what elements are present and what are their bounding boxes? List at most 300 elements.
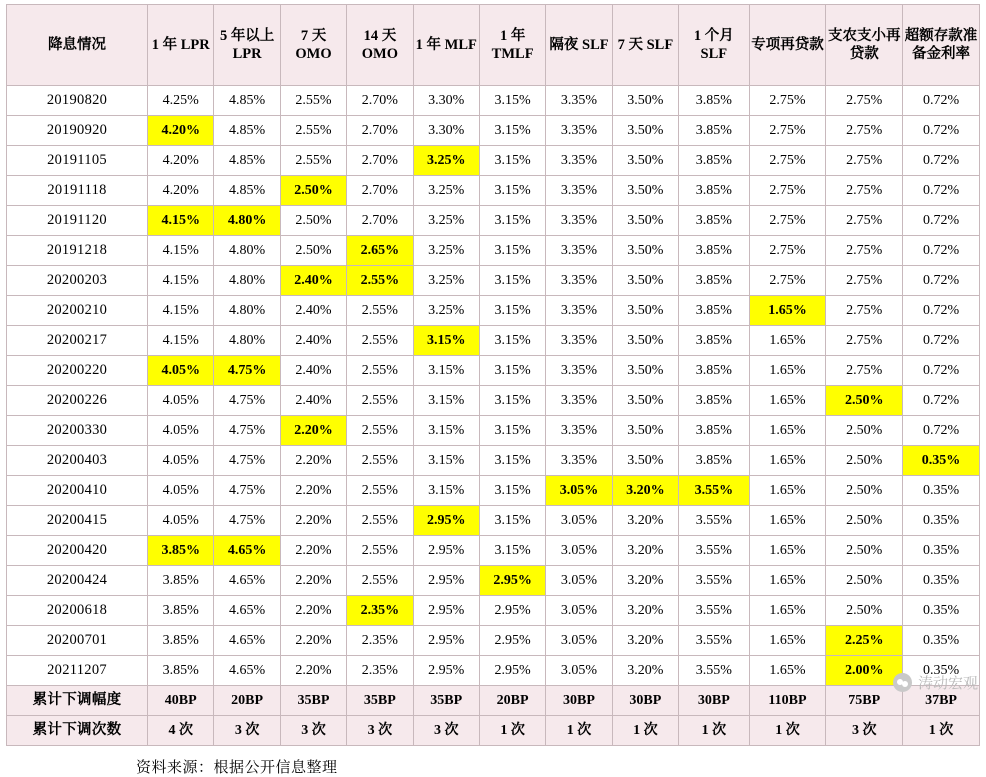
watermark-label: 涛动宏观: [917, 675, 978, 692]
rate-cell: 3.85%: [679, 146, 750, 176]
rate-cell: 0.72%: [903, 176, 980, 206]
rate-cell: 2.75%: [826, 116, 903, 146]
row-date: 20200410: [7, 476, 148, 506]
total-cell: 3 次: [413, 716, 479, 746]
rate-cell: 4.80%: [214, 296, 280, 326]
total-cell: 35BP: [280, 686, 346, 716]
rate-cell: 3.15%: [413, 356, 479, 386]
total-cell: 20BP: [214, 686, 280, 716]
rate-cell: 2.55%: [347, 266, 413, 296]
rate-cell: 2.50%: [280, 236, 346, 266]
total-cell: 1 次: [903, 716, 980, 746]
total-cell: 20BP: [479, 686, 545, 716]
rate-cell: 1.65%: [749, 506, 826, 536]
rate-cell: 2.40%: [280, 326, 346, 356]
rate-cell: 0.72%: [903, 236, 980, 266]
rate-cell: 2.75%: [749, 266, 826, 296]
rate-cell: 1.65%: [749, 356, 826, 386]
rate-cell: 0.35%: [903, 656, 980, 686]
rate-cell: 2.50%: [826, 566, 903, 596]
rate-cell: 3.85%: [679, 206, 750, 236]
header-cell-1: 1 年 LPR: [148, 5, 214, 86]
rate-cell: 0.72%: [903, 356, 980, 386]
rate-cell: 2.50%: [826, 386, 903, 416]
rate-cell: 3.50%: [612, 326, 678, 356]
rate-cell: 3.25%: [413, 146, 479, 176]
rate-cell: 0.72%: [903, 296, 980, 326]
rate-cell: 3.25%: [413, 176, 479, 206]
table-total-row: [7, 716, 980, 746]
rate-cell: 2.75%: [749, 116, 826, 146]
rate-cell: 1.65%: [749, 596, 826, 626]
rate-cell: 4.75%: [214, 416, 280, 446]
rate-cell: 3.85%: [148, 626, 214, 656]
rate-cell: 3.20%: [612, 596, 678, 626]
rate-cell: 2.95%: [413, 536, 479, 566]
row-date: 20191218: [7, 236, 148, 266]
rate-cell: 0.35%: [903, 536, 980, 566]
rate-cell: 2.55%: [347, 356, 413, 386]
rate-cell: 3.20%: [612, 656, 678, 686]
rate-cell: 2.95%: [413, 506, 479, 536]
total-cell: 30BP: [546, 686, 612, 716]
rate-cell: 3.15%: [479, 326, 545, 356]
row-date: 20200217: [7, 326, 148, 356]
rate-cell: 2.50%: [826, 506, 903, 536]
rate-cell: 2.75%: [826, 206, 903, 236]
rate-cell: 1.65%: [749, 626, 826, 656]
rate-cell: 4.65%: [214, 656, 280, 686]
rate-cell: 3.25%: [413, 236, 479, 266]
rate-cell: 3.50%: [612, 266, 678, 296]
rate-cell: 2.95%: [479, 656, 545, 686]
rate-cell: 2.70%: [347, 176, 413, 206]
header-cell-9: 1 个月 SLF: [679, 5, 750, 86]
rate-cell: 3.15%: [413, 476, 479, 506]
total-cell: 4 次: [148, 716, 214, 746]
rate-cell: 4.20%: [148, 116, 214, 146]
rate-cell: 2.75%: [749, 236, 826, 266]
rate-cell: 2.40%: [280, 356, 346, 386]
rate-cell: 4.05%: [148, 446, 214, 476]
total-cell: 3 次: [347, 716, 413, 746]
row-date: 20190820: [7, 86, 148, 116]
total-cell: 1 次: [612, 716, 678, 746]
rate-cell: 3.85%: [679, 86, 750, 116]
total-cell: 110BP: [749, 686, 826, 716]
row-date: 20200203: [7, 266, 148, 296]
rate-cell: 3.15%: [479, 206, 545, 236]
rate-cell: 3.50%: [612, 116, 678, 146]
rate-cell: 0.72%: [903, 86, 980, 116]
table-row: [7, 146, 980, 176]
rate-cell: 3.15%: [479, 446, 545, 476]
rate-cell: 1.65%: [749, 326, 826, 356]
rate-cell: 3.15%: [413, 416, 479, 446]
rate-cell: 3.35%: [546, 446, 612, 476]
table-row: [7, 266, 980, 296]
rate-cell: 2.55%: [347, 416, 413, 446]
rate-cell: 1.65%: [749, 446, 826, 476]
rate-cell: 0.72%: [903, 386, 980, 416]
rate-cell: 4.65%: [214, 626, 280, 656]
total-cell: 35BP: [347, 686, 413, 716]
rate-cell: 4.80%: [214, 326, 280, 356]
table-row: [7, 656, 980, 686]
rate-cell: 3.85%: [679, 236, 750, 266]
rate-cell: 4.15%: [148, 296, 214, 326]
rate-cell: 2.95%: [413, 566, 479, 596]
rate-cell: 2.95%: [413, 626, 479, 656]
total-cell: 1 次: [546, 716, 612, 746]
rate-cell: 2.50%: [826, 446, 903, 476]
rate-cell: 4.05%: [148, 416, 214, 446]
rate-cell: 3.35%: [546, 266, 612, 296]
row-date: 20191120: [7, 206, 148, 236]
rate-cell: 1.65%: [749, 386, 826, 416]
rate-cell: 3.05%: [546, 506, 612, 536]
rate-cell: 2.50%: [280, 176, 346, 206]
header-cell-0: 降息情况: [7, 5, 148, 86]
rate-cell: 3.15%: [413, 326, 479, 356]
rate-cell: 2.35%: [347, 656, 413, 686]
rate-cell: 3.85%: [679, 446, 750, 476]
rate-cell: 0.35%: [903, 566, 980, 596]
rate-cell: 2.55%: [347, 386, 413, 416]
table-row: [7, 446, 980, 476]
rate-cell: 3.85%: [679, 386, 750, 416]
rate-cell: 3.50%: [612, 416, 678, 446]
rate-cell: 3.55%: [679, 626, 750, 656]
rate-cell: 3.85%: [148, 536, 214, 566]
rate-cell: 2.75%: [826, 266, 903, 296]
row-date: 20200226: [7, 386, 148, 416]
rate-cell: 3.50%: [612, 176, 678, 206]
total-cell: 75BP: [826, 686, 903, 716]
row-date: 20190920: [7, 116, 148, 146]
table-row: [7, 566, 980, 596]
rate-cell: 3.50%: [612, 446, 678, 476]
rate-cell: 2.50%: [826, 416, 903, 446]
rate-cell: 3.35%: [546, 206, 612, 236]
total-cell: 30BP: [679, 686, 750, 716]
rate-cell: 4.75%: [214, 386, 280, 416]
rate-cell: 2.50%: [826, 536, 903, 566]
rate-cell: 4.75%: [214, 356, 280, 386]
rate-cell: 2.95%: [479, 596, 545, 626]
rate-cell: 2.95%: [413, 656, 479, 686]
rate-cell: 3.35%: [546, 146, 612, 176]
rate-cell: 1.65%: [749, 566, 826, 596]
rate-cell: 3.85%: [148, 596, 214, 626]
rate-cell: 4.20%: [148, 176, 214, 206]
rate-cell: 4.85%: [214, 86, 280, 116]
rate-cell: 0.72%: [903, 416, 980, 446]
header-cell-4: 14 天 OMO: [347, 5, 413, 86]
table-row: [7, 506, 980, 536]
rate-cell: 4.80%: [214, 206, 280, 236]
rate-cell: 3.35%: [546, 236, 612, 266]
rate-cell: 0.72%: [903, 116, 980, 146]
rate-cell: 1.65%: [749, 476, 826, 506]
rate-cell: 4.85%: [214, 146, 280, 176]
table-row: [7, 116, 980, 146]
rate-cell: 3.05%: [546, 626, 612, 656]
header-cell-2: 5 年以上 LPR: [214, 5, 280, 86]
rate-cell: 3.50%: [612, 146, 678, 176]
total-cell: 1 次: [679, 716, 750, 746]
rate-cell: 0.35%: [903, 596, 980, 626]
rate-cell: 3.35%: [546, 416, 612, 446]
rate-cell: 3.20%: [612, 476, 678, 506]
table-body: [7, 86, 980, 746]
table-row: [7, 626, 980, 656]
rate-cell: 3.85%: [679, 296, 750, 326]
rate-cell: 3.85%: [148, 656, 214, 686]
rate-cell: 3.35%: [546, 86, 612, 116]
rate-cell: 2.75%: [826, 356, 903, 386]
rate-cell: 2.75%: [826, 296, 903, 326]
rate-cell: 3.15%: [479, 116, 545, 146]
rate-cell: 1.65%: [749, 536, 826, 566]
rate-cell: 0.35%: [903, 446, 980, 476]
rate-cut-table: [6, 4, 980, 746]
rate-cell: 2.55%: [347, 446, 413, 476]
total-cell: 3 次: [214, 716, 280, 746]
total-cell: 35BP: [413, 686, 479, 716]
header-cell-3: 7 天 OMO: [280, 5, 346, 86]
rate-cell: 4.20%: [148, 146, 214, 176]
rate-cell: 3.05%: [546, 596, 612, 626]
rate-cell: 4.05%: [148, 356, 214, 386]
header-cell-11: 支农支小再贷款: [826, 5, 903, 86]
rate-cell: 3.55%: [679, 536, 750, 566]
rate-cell: 3.50%: [612, 86, 678, 116]
rate-cell: 3.15%: [479, 386, 545, 416]
total-cell: 40BP: [148, 686, 214, 716]
rate-cell: 3.20%: [612, 536, 678, 566]
rate-cell: 2.20%: [280, 596, 346, 626]
rate-cell: 3.15%: [479, 476, 545, 506]
rate-cell: 2.20%: [280, 536, 346, 566]
table-row: [7, 86, 980, 116]
rate-cell: 2.75%: [749, 176, 826, 206]
rate-cell: 4.25%: [148, 86, 214, 116]
rate-cell: 2.55%: [280, 116, 346, 146]
rate-cell: 2.75%: [826, 176, 903, 206]
rate-cell: 2.50%: [826, 596, 903, 626]
rate-cell: 2.20%: [280, 476, 346, 506]
rate-cell: 0.72%: [903, 146, 980, 176]
rate-cell: 2.50%: [280, 206, 346, 236]
header-cell-7: 隔夜 SLF: [546, 5, 612, 86]
rate-cell: 2.95%: [479, 566, 545, 596]
rate-cell: 3.15%: [479, 296, 545, 326]
rate-cell: 2.20%: [280, 446, 346, 476]
rate-cell: 3.20%: [612, 626, 678, 656]
rate-cell: 3.85%: [679, 176, 750, 206]
rate-cell: 3.50%: [612, 236, 678, 266]
rate-cell: 3.55%: [679, 566, 750, 596]
rate-cell: 3.15%: [479, 236, 545, 266]
total-cell: 37BP: [903, 686, 980, 716]
rate-cell: 3.35%: [546, 116, 612, 146]
header-cell-10: 专项再贷款: [749, 5, 826, 86]
header-cell-5: 1 年 MLF: [413, 5, 479, 86]
rate-cell: 4.05%: [148, 386, 214, 416]
rate-cell: 2.75%: [749, 86, 826, 116]
header-cell-8: 7 天 SLF: [612, 5, 678, 86]
rate-cell: 3.35%: [546, 326, 612, 356]
rate-cell: 2.70%: [347, 146, 413, 176]
rate-cell: 3.35%: [546, 176, 612, 206]
rate-cell: 4.15%: [148, 236, 214, 266]
rate-cell: 3.15%: [479, 176, 545, 206]
rate-cell: 2.00%: [826, 656, 903, 686]
total-cell: 3 次: [826, 716, 903, 746]
rate-cell: 3.15%: [413, 386, 479, 416]
rate-cell: 2.70%: [347, 206, 413, 236]
rate-cell: 3.85%: [679, 416, 750, 446]
rate-cell: 3.85%: [679, 326, 750, 356]
rate-cell: 2.20%: [280, 416, 346, 446]
rate-cell: 3.85%: [148, 566, 214, 596]
row-date: 20191105: [7, 146, 148, 176]
rate-cell: 4.15%: [148, 266, 214, 296]
rate-cell: 2.75%: [826, 146, 903, 176]
table-row: [7, 536, 980, 566]
rate-cell: 2.25%: [826, 626, 903, 656]
rate-cell: 2.50%: [826, 476, 903, 506]
rate-cell: 2.70%: [347, 86, 413, 116]
rate-cell: 3.15%: [479, 416, 545, 446]
rate-cell: 2.20%: [280, 656, 346, 686]
rate-cell: 3.05%: [546, 476, 612, 506]
rate-cell: 1.65%: [749, 656, 826, 686]
table-row: [7, 236, 980, 266]
rate-cell: 3.55%: [679, 476, 750, 506]
row-date: 20200210: [7, 296, 148, 326]
rate-cell: 0.72%: [903, 266, 980, 296]
rate-cell: 3.85%: [679, 356, 750, 386]
rate-cell: 3.15%: [479, 266, 545, 296]
rate-cell: 3.15%: [479, 86, 545, 116]
rate-cell: 3.25%: [413, 296, 479, 326]
rate-cell: 2.35%: [347, 596, 413, 626]
rate-cell: 2.55%: [347, 296, 413, 326]
rate-cell: 2.65%: [347, 236, 413, 266]
rate-cell: 2.95%: [479, 626, 545, 656]
rate-cell: 3.15%: [479, 146, 545, 176]
rate-cell: 3.25%: [413, 266, 479, 296]
rate-cell: 3.20%: [612, 566, 678, 596]
rate-cell: 0.35%: [903, 506, 980, 536]
row-date: 20200220: [7, 356, 148, 386]
table-row: [7, 476, 980, 506]
row-date: 20200701: [7, 626, 148, 656]
total-label: 累计下调幅度: [7, 686, 148, 716]
rate-cell: 3.85%: [679, 116, 750, 146]
rate-cell: 2.55%: [347, 566, 413, 596]
rate-cell: 4.75%: [214, 446, 280, 476]
row-date: 20200420: [7, 536, 148, 566]
rate-cell: 3.15%: [479, 506, 545, 536]
rate-cell: 2.70%: [347, 116, 413, 146]
header-cell-6: 1 年 TMLF: [479, 5, 545, 86]
row-date: 20200330: [7, 416, 148, 446]
rate-cell: 2.20%: [280, 626, 346, 656]
table-header-row: [7, 5, 980, 86]
rate-cell: 3.30%: [413, 116, 479, 146]
rate-cell: 3.35%: [546, 386, 612, 416]
rate-cell: 3.50%: [612, 386, 678, 416]
row-date: 20200424: [7, 566, 148, 596]
rate-cell: 3.55%: [679, 596, 750, 626]
rate-cell: 4.65%: [214, 566, 280, 596]
rate-cell: 3.25%: [413, 206, 479, 236]
rate-cell: 3.35%: [546, 296, 612, 326]
rate-cell: 3.15%: [479, 356, 545, 386]
rate-cell: 4.15%: [148, 206, 214, 236]
rate-cell: 3.50%: [612, 296, 678, 326]
rate-cell: 3.20%: [612, 506, 678, 536]
rate-cell: 0.35%: [903, 626, 980, 656]
table-row: [7, 386, 980, 416]
table-row: [7, 356, 980, 386]
table-row: [7, 416, 980, 446]
rate-cell: 2.40%: [280, 386, 346, 416]
total-cell: 30BP: [612, 686, 678, 716]
row-date: 20191118: [7, 176, 148, 206]
total-cell: 1 次: [479, 716, 545, 746]
rate-cell: 3.05%: [546, 566, 612, 596]
row-date: 20200415: [7, 506, 148, 536]
rate-cell: 4.80%: [214, 266, 280, 296]
rate-cell: 3.15%: [479, 536, 545, 566]
rate-cell: 4.75%: [214, 476, 280, 506]
rate-cell: 4.85%: [214, 116, 280, 146]
rate-cell: 4.75%: [214, 506, 280, 536]
rate-cell: 2.75%: [826, 236, 903, 266]
rate-cell: 2.55%: [280, 86, 346, 116]
watermark: [893, 672, 978, 693]
table-row: [7, 206, 980, 236]
rate-cell: 3.30%: [413, 86, 479, 116]
rate-cell: 2.75%: [826, 86, 903, 116]
table-row: [7, 176, 980, 206]
total-label: 累计下调次数: [7, 716, 148, 746]
rate-cell: 3.50%: [612, 206, 678, 236]
rate-cell: 3.55%: [679, 656, 750, 686]
rate-cell: 4.85%: [214, 176, 280, 206]
rate-cell: 4.05%: [148, 506, 214, 536]
table-total-row: [7, 686, 980, 716]
rate-cell: 2.55%: [347, 326, 413, 356]
rate-cell: 3.05%: [546, 656, 612, 686]
rate-cell: 2.95%: [413, 596, 479, 626]
rate-cell: 2.55%: [280, 146, 346, 176]
wechat-icon: [893, 673, 912, 692]
total-cell: 1 次: [749, 716, 826, 746]
rate-cell: 3.05%: [546, 536, 612, 566]
rate-cell: 4.05%: [148, 476, 214, 506]
rate-cell: 2.55%: [347, 536, 413, 566]
rate-cell: 2.75%: [749, 146, 826, 176]
rate-cell: 0.72%: [903, 206, 980, 236]
rate-cell: 3.55%: [679, 506, 750, 536]
row-date: 20200403: [7, 446, 148, 476]
table-row: [7, 326, 980, 356]
